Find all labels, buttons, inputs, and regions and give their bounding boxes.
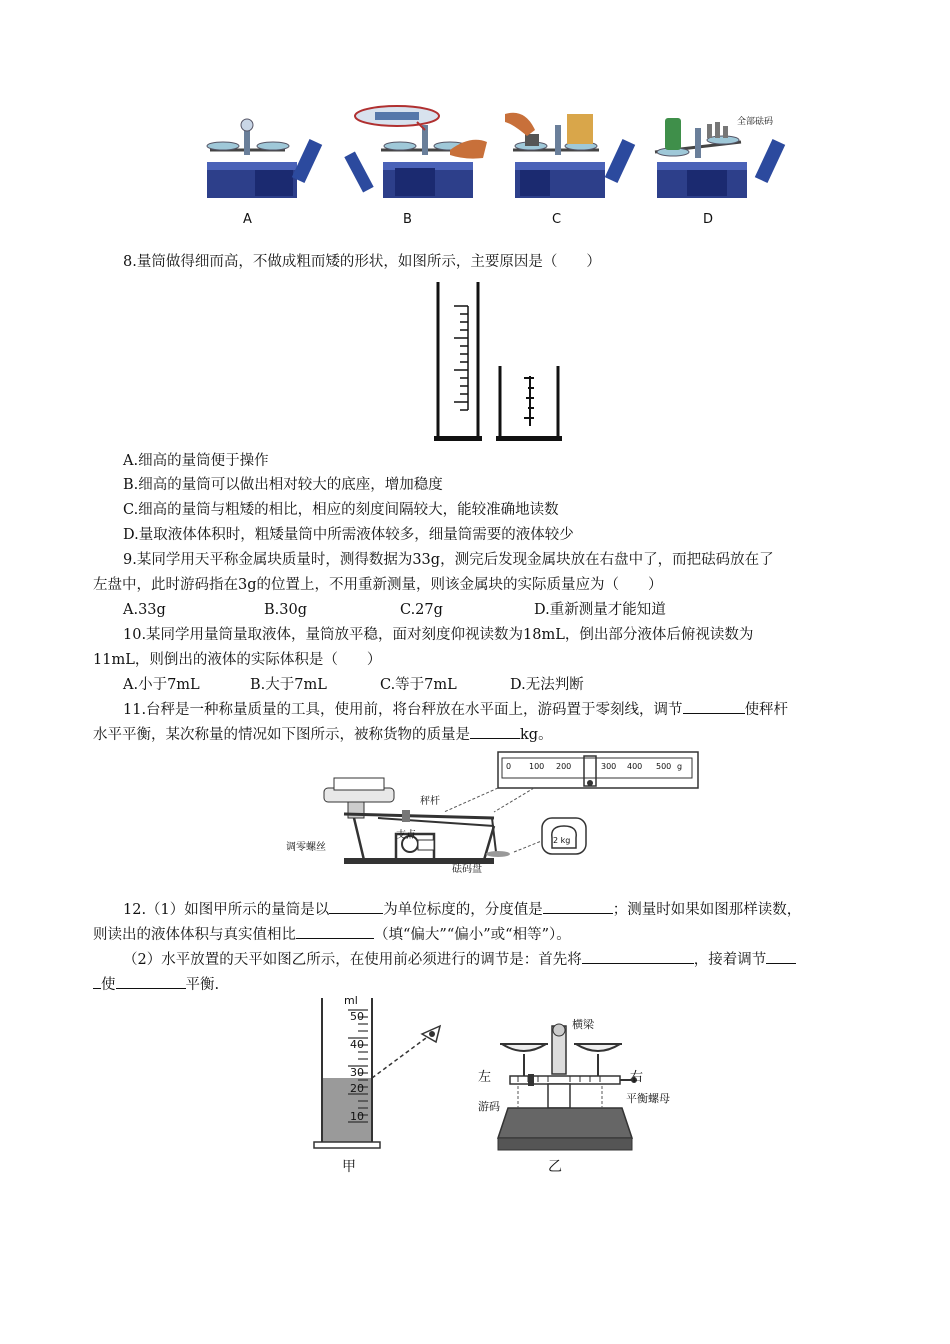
top-label-d: D — [703, 212, 714, 227]
q9-option-d: D.重新测量才能知道 — [534, 602, 666, 618]
q9-option-a: A.33g — [123, 602, 166, 618]
top-annotation-all-weights: 全部砝码 — [737, 117, 774, 127]
q12-part1-line2 — [93, 924, 571, 946]
q10-line2: 11mL，则倒出的液体的实际体积是（ ） — [93, 652, 382, 668]
q11-platform-scale-figure — [284, 748, 704, 878]
q10-option-b: B.大于7mL — [250, 677, 327, 693]
q10-option-c: C.等于7mL — [380, 677, 457, 693]
cylinder-tick-10: 10 — [350, 1110, 364, 1123]
q11-scale-tick-400: 400 — [627, 762, 643, 771]
tall-and-short-cylinders — [430, 278, 570, 444]
q12-blank-adjust-part-cont[interactable] — [93, 974, 101, 989]
q8-option-b: B.细高的量筒可以做出相对较大的底座，增加稳度 — [123, 477, 443, 493]
top-label-b: B — [403, 212, 412, 227]
q12-blank-adjust-part[interactable] — [766, 949, 796, 964]
q12-blank-division[interactable] — [543, 899, 613, 914]
graduated-cylinder-illustration — [300, 994, 460, 1154]
q12-p1-text-a: 12.（1）如图甲所示的量筒是以 — [123, 902, 330, 918]
q8-cylinders-figure — [430, 278, 570, 444]
top-label-c: C — [552, 212, 562, 227]
balance-caption: 乙 — [548, 1159, 562, 1175]
balance-label-nut: 平衡螺母 — [626, 1092, 670, 1105]
cylinder-tick-30: 30 — [350, 1066, 364, 1079]
top-label-a: A — [243, 212, 252, 227]
balance-label-beam: 横梁 — [572, 1018, 594, 1031]
balance-label-right: 右 — [630, 1070, 644, 1085]
q12-p1-line2-text-a: 则读出的液体体积与真实值相比 — [93, 927, 296, 943]
balance-photo-a — [207, 119, 322, 198]
balance-photo-c — [505, 113, 635, 198]
q11-blank-adjust[interactable] — [683, 699, 745, 714]
q12-cylinder-figure — [300, 994, 460, 1176]
balance-photo-d — [655, 118, 785, 198]
q11-line1-text-b: 使秤杆 — [744, 702, 789, 718]
cylinder-tick-20: 20 — [350, 1082, 364, 1095]
q11-scale-tick-200: 200 — [556, 762, 572, 771]
q11-scale-tick-300: 300 — [601, 762, 617, 771]
q11-label-fulcrum: 支点 — [396, 830, 416, 841]
q8-option-d: D.量取液体体积时，粗矮量筒中所需液体较多，细量筒需要的液体较少 — [123, 527, 574, 543]
q12-blank-compare[interactable] — [296, 924, 374, 939]
q11-blank-mass[interactable] — [470, 724, 520, 739]
q11-line1 — [123, 699, 788, 721]
q12-blank-first-step[interactable] — [582, 949, 694, 964]
q12-p2-text-b: ，接着调节 — [693, 952, 767, 968]
q9-line2: 左盘中，此时游码指在3g的位置上，不用重新测量，则该金属块的实际质量应为（ ） — [93, 577, 663, 593]
balance-label-left: 左 — [478, 1070, 492, 1085]
q9-option-c: C.27g — [400, 602, 443, 618]
q12-balance-figure — [472, 1016, 702, 1178]
balance-illustration — [472, 1016, 702, 1161]
q12-part2-line2 — [93, 974, 219, 996]
q12-blank-unit[interactable] — [329, 899, 383, 914]
q12-p1-text-c: ；测量时如果如图那样读数， — [612, 902, 802, 918]
q11-label-beam: 秤杆 — [420, 796, 440, 807]
q12-p2-text-a: （2）水平放置的天平如图乙所示，在使用前必须进行的调节是：首先将 — [123, 952, 582, 968]
q11-scale-tick-500: 500 — [656, 762, 672, 771]
q12-p2-line2-text-b: 平衡. — [185, 977, 220, 993]
q8-stem: 8.量筒做得细而高，不做成粗而矮的形状，如图所示，主要原因是（ ） — [123, 254, 601, 270]
balance-label-rider: 游码 — [478, 1100, 500, 1113]
q10-option-d: D.无法判断 — [510, 677, 584, 693]
balance-photo-b — [344, 106, 487, 198]
cylinder-tick-50: 50 — [350, 1010, 364, 1023]
q8-option-a: A.细高的量筒便于操作 — [123, 453, 269, 469]
cylinder-unit-label: ml — [344, 994, 358, 1007]
q11-label-weight-pan: 砝码盘 — [452, 864, 482, 875]
q10-line1: 10.某同学用量筒量取液体，量筒放平稳，面对刻度仰视读数为18mL，倒出部分液体后俯视读数为 — [123, 627, 754, 643]
top-balance-figure — [195, 100, 795, 235]
q11-line2 — [93, 724, 553, 746]
q11-weight-label: 2 kg — [553, 836, 571, 845]
q12-blank-balance-target[interactable] — [116, 974, 186, 989]
q12-p2-line2-text-a: 使 — [101, 977, 116, 993]
q12-p1-text-b: 为单位标度的，分度值是 — [383, 902, 543, 918]
q9-line1: 9.某同学用天平称金属块质量时，测得数据为33g，测完后发现金属块放在右盘中了，而把砝码放在了 — [123, 552, 774, 568]
cylinder-tick-40: 40 — [350, 1038, 364, 1051]
q12-part1-line1 — [123, 899, 801, 921]
q11-line2-text-b: kg。 — [520, 727, 553, 743]
q11-scale-tick-0: 0 — [506, 762, 512, 771]
q12-part2-line1 — [123, 949, 796, 971]
q11-scale-tick-100: 100 — [529, 762, 545, 771]
q9-option-b: B.30g — [264, 602, 307, 618]
q11-label-zero-screw: 调零螺丝 — [286, 842, 326, 853]
q10-option-a: A.小于7mL — [123, 677, 200, 693]
q11-line2-text-a: 水平平衡，某次称量的情况如下图所示，被称货物的质量是 — [93, 727, 470, 743]
q11-scale-unit: g — [677, 762, 683, 771]
q12-p1-line2-text-b: （填“偏大”“偏小”或“相等”）。 — [374, 927, 571, 943]
q8-option-c: C.细高的量筒与粗矮的相比，相应的刻度间隔较大，能较准确地读数 — [123, 502, 559, 518]
q11-line1-text-a: 11.台秤是一种称量质量的工具，使用前，将台秤放在水平面上，游码置于零刻线，调节 — [123, 702, 683, 718]
cylinder-caption: 甲 — [342, 1159, 356, 1175]
